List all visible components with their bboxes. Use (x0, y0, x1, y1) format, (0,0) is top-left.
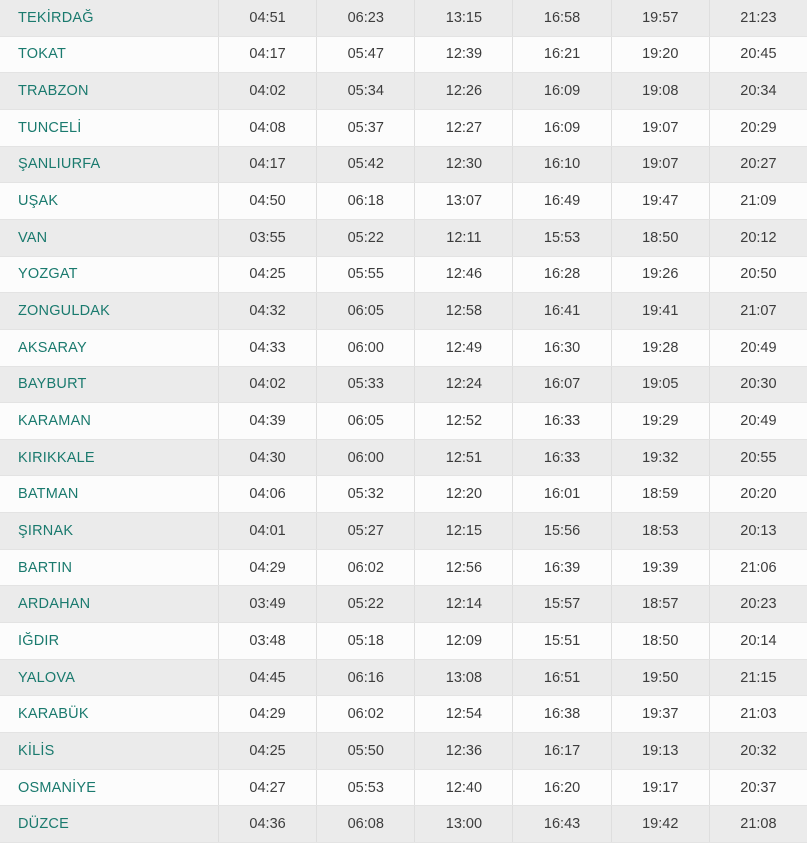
time-cell: 04:17 (218, 147, 316, 183)
time-cell: 16:38 (512, 696, 610, 732)
time-cell: 16:33 (512, 403, 610, 439)
time-cell: 12:15 (414, 513, 512, 549)
time-cell: 05:27 (316, 513, 414, 549)
time-cell: 03:49 (218, 586, 316, 622)
table-row (0, 660, 807, 697)
time-cell: 16:30 (512, 330, 610, 366)
city-link[interactable]: YOZGAT (18, 266, 78, 283)
city-link[interactable]: KIRIKKALE (18, 449, 95, 466)
time-cell: 03:55 (218, 220, 316, 256)
time-cell: 16:07 (512, 367, 610, 403)
time-cell: 21:03 (709, 696, 807, 732)
time-cell: 16:51 (512, 660, 610, 696)
table-row (0, 0, 807, 37)
table-row (0, 293, 807, 330)
time-cell: 16:09 (512, 110, 610, 146)
time-cell: 12:46 (414, 257, 512, 293)
table-row (0, 623, 807, 660)
time-cell: 04:33 (218, 330, 316, 366)
city-link[interactable]: TEKİRDAĞ (18, 9, 94, 26)
table-row (0, 440, 807, 477)
city-link[interactable]: VAN (18, 229, 48, 246)
table-row (0, 220, 807, 257)
city-link[interactable]: KARABÜK (18, 706, 89, 723)
time-cell: 06:23 (316, 0, 414, 36)
table-row (0, 37, 807, 74)
time-cell: 04:29 (218, 550, 316, 586)
time-cell: 12:27 (414, 110, 512, 146)
time-cell: 04:39 (218, 403, 316, 439)
city-link[interactable]: KİLİS (18, 742, 55, 759)
time-cell: 12:54 (414, 696, 512, 732)
time-cell: 06:16 (316, 660, 414, 696)
time-cell: 12:11 (414, 220, 512, 256)
time-cell: 05:55 (316, 257, 414, 293)
time-cell: 06:08 (316, 806, 414, 842)
city-link[interactable]: BAYBURT (18, 376, 87, 393)
time-cell: 12:58 (414, 293, 512, 329)
city-link[interactable]: BARTIN (18, 559, 73, 576)
time-cell: 19:42 (611, 806, 709, 842)
time-cell: 06:02 (316, 550, 414, 586)
time-cell: 19:41 (611, 293, 709, 329)
time-cell: 12:14 (414, 586, 512, 622)
time-cell: 20:12 (709, 220, 807, 256)
table-row (0, 733, 807, 770)
time-cell: 20:30 (709, 367, 807, 403)
time-cell: 20:14 (709, 623, 807, 659)
time-cell: 19:07 (611, 147, 709, 183)
time-cell: 16:49 (512, 183, 610, 219)
city-link[interactable]: BATMAN (18, 486, 79, 503)
table-row (0, 513, 807, 550)
table-row (0, 696, 807, 733)
time-cell: 05:53 (316, 770, 414, 806)
time-cell: 20:32 (709, 733, 807, 769)
time-cell: 15:56 (512, 513, 610, 549)
time-cell: 04:27 (218, 770, 316, 806)
time-cell: 20:50 (709, 257, 807, 293)
time-cell: 12:26 (414, 73, 512, 109)
time-cell: 19:07 (611, 110, 709, 146)
time-cell: 16:41 (512, 293, 610, 329)
table-row (0, 257, 807, 294)
time-cell: 15:53 (512, 220, 610, 256)
time-cell: 05:50 (316, 733, 414, 769)
time-cell: 06:05 (316, 403, 414, 439)
time-cell: 04:17 (218, 37, 316, 73)
city-link[interactable]: DÜZCE (18, 816, 69, 833)
time-cell: 20:13 (709, 513, 807, 549)
time-cell: 19:17 (611, 770, 709, 806)
time-cell: 06:00 (316, 330, 414, 366)
time-cell: 12:09 (414, 623, 512, 659)
time-cell: 19:05 (611, 367, 709, 403)
time-cell: 20:49 (709, 403, 807, 439)
time-cell: 20:37 (709, 770, 807, 806)
time-cell: 16:39 (512, 550, 610, 586)
city-link[interactable]: UŞAK (18, 193, 59, 210)
time-cell: 13:07 (414, 183, 512, 219)
time-cell: 20:34 (709, 73, 807, 109)
time-cell: 18:50 (611, 623, 709, 659)
time-cell: 19:57 (611, 0, 709, 36)
city-link[interactable]: IĞDIR (18, 632, 60, 649)
time-cell: 12:56 (414, 550, 512, 586)
time-cell: 16:43 (512, 806, 610, 842)
table-row (0, 550, 807, 587)
time-cell: 04:45 (218, 660, 316, 696)
table-row (0, 806, 807, 843)
time-cell: 16:20 (512, 770, 610, 806)
time-cell: 18:59 (611, 476, 709, 512)
time-cell: 04:50 (218, 183, 316, 219)
time-cell: 20:49 (709, 330, 807, 366)
time-cell: 06:02 (316, 696, 414, 732)
time-cell: 18:53 (611, 513, 709, 549)
time-cell: 04:02 (218, 73, 316, 109)
time-cell: 21:06 (709, 550, 807, 586)
time-cell: 05:18 (316, 623, 414, 659)
time-cell: 05:22 (316, 586, 414, 622)
time-cell: 19:08 (611, 73, 709, 109)
time-cell: 04:08 (218, 110, 316, 146)
time-cell: 04:36 (218, 806, 316, 842)
time-cell: 20:20 (709, 476, 807, 512)
table-row (0, 147, 807, 184)
time-cell: 12:24 (414, 367, 512, 403)
time-cell: 04:29 (218, 696, 316, 732)
time-cell: 05:32 (316, 476, 414, 512)
time-cell: 13:08 (414, 660, 512, 696)
time-cell: 21:07 (709, 293, 807, 329)
time-cell: 04:30 (218, 440, 316, 476)
city-link[interactable]: ZONGULDAK (18, 303, 111, 320)
city-link[interactable]: TUNCELİ (18, 119, 82, 136)
time-cell: 12:30 (414, 147, 512, 183)
table-row (0, 476, 807, 513)
time-cell: 05:42 (316, 147, 414, 183)
time-cell: 12:49 (414, 330, 512, 366)
time-cell: 19:26 (611, 257, 709, 293)
time-cell: 04:02 (218, 367, 316, 403)
time-cell: 16:17 (512, 733, 610, 769)
time-cell: 05:37 (316, 110, 414, 146)
time-cell: 13:00 (414, 806, 512, 842)
city-link[interactable]: AKSARAY (18, 339, 87, 356)
table-row (0, 403, 807, 440)
time-cell: 15:51 (512, 623, 610, 659)
time-cell: 20:27 (709, 147, 807, 183)
time-cell: 16:28 (512, 257, 610, 293)
time-cell: 06:05 (316, 293, 414, 329)
time-cell: 12:20 (414, 476, 512, 512)
time-cell: 16:33 (512, 440, 610, 476)
time-cell: 16:58 (512, 0, 610, 36)
city-link[interactable]: KARAMAN (18, 412, 92, 429)
time-cell: 03:48 (218, 623, 316, 659)
time-cell: 19:28 (611, 330, 709, 366)
table-row (0, 183, 807, 220)
time-cell: 19:29 (611, 403, 709, 439)
time-cell: 04:06 (218, 476, 316, 512)
time-cell: 18:50 (611, 220, 709, 256)
time-cell: 20:29 (709, 110, 807, 146)
time-cell: 06:00 (316, 440, 414, 476)
time-cell: 21:09 (709, 183, 807, 219)
time-cell: 05:33 (316, 367, 414, 403)
time-cell: 19:20 (611, 37, 709, 73)
time-cell: 04:25 (218, 257, 316, 293)
time-cell: 04:01 (218, 513, 316, 549)
time-cell: 12:52 (414, 403, 512, 439)
time-cell: 13:15 (414, 0, 512, 36)
time-cell: 18:57 (611, 586, 709, 622)
city-link[interactable]: ARDAHAN (18, 596, 91, 613)
table-row (0, 110, 807, 147)
time-cell: 16:01 (512, 476, 610, 512)
time-cell: 19:37 (611, 696, 709, 732)
table-row (0, 770, 807, 807)
time-cell: 05:34 (316, 73, 414, 109)
time-cell: 04:51 (218, 0, 316, 36)
time-cell: 12:39 (414, 37, 512, 73)
time-cell: 12:36 (414, 733, 512, 769)
time-cell: 16:09 (512, 73, 610, 109)
city-link[interactable]: TOKAT (18, 46, 66, 63)
table-row (0, 586, 807, 623)
city-link[interactable]: OSMANİYE (18, 779, 97, 796)
city-link[interactable]: YALOVA (18, 669, 76, 686)
time-cell: 19:47 (611, 183, 709, 219)
time-cell: 04:25 (218, 733, 316, 769)
time-cell: 06:18 (316, 183, 414, 219)
time-cell: 19:32 (611, 440, 709, 476)
time-cell: 21:15 (709, 660, 807, 696)
table-row (0, 73, 807, 110)
time-cell: 16:21 (512, 37, 610, 73)
time-cell: 04:32 (218, 293, 316, 329)
time-cell: 12:40 (414, 770, 512, 806)
time-cell: 19:39 (611, 550, 709, 586)
time-cell: 16:10 (512, 147, 610, 183)
time-cell: 15:57 (512, 586, 610, 622)
table-row (0, 330, 807, 367)
table-row (0, 367, 807, 404)
time-cell: 05:47 (316, 37, 414, 73)
city-link[interactable]: TRABZON (18, 83, 89, 100)
time-cell: 05:22 (316, 220, 414, 256)
time-cell: 19:50 (611, 660, 709, 696)
time-cell: 21:23 (709, 0, 807, 36)
city-link[interactable]: ŞANLIURFA (18, 156, 101, 173)
time-cell: 20:23 (709, 586, 807, 622)
time-cell: 19:13 (611, 733, 709, 769)
time-cell: 20:55 (709, 440, 807, 476)
time-cell: 21:08 (709, 806, 807, 842)
time-cell: 12:51 (414, 440, 512, 476)
time-cell: 20:45 (709, 37, 807, 73)
city-link[interactable]: ŞIRNAK (18, 522, 74, 539)
